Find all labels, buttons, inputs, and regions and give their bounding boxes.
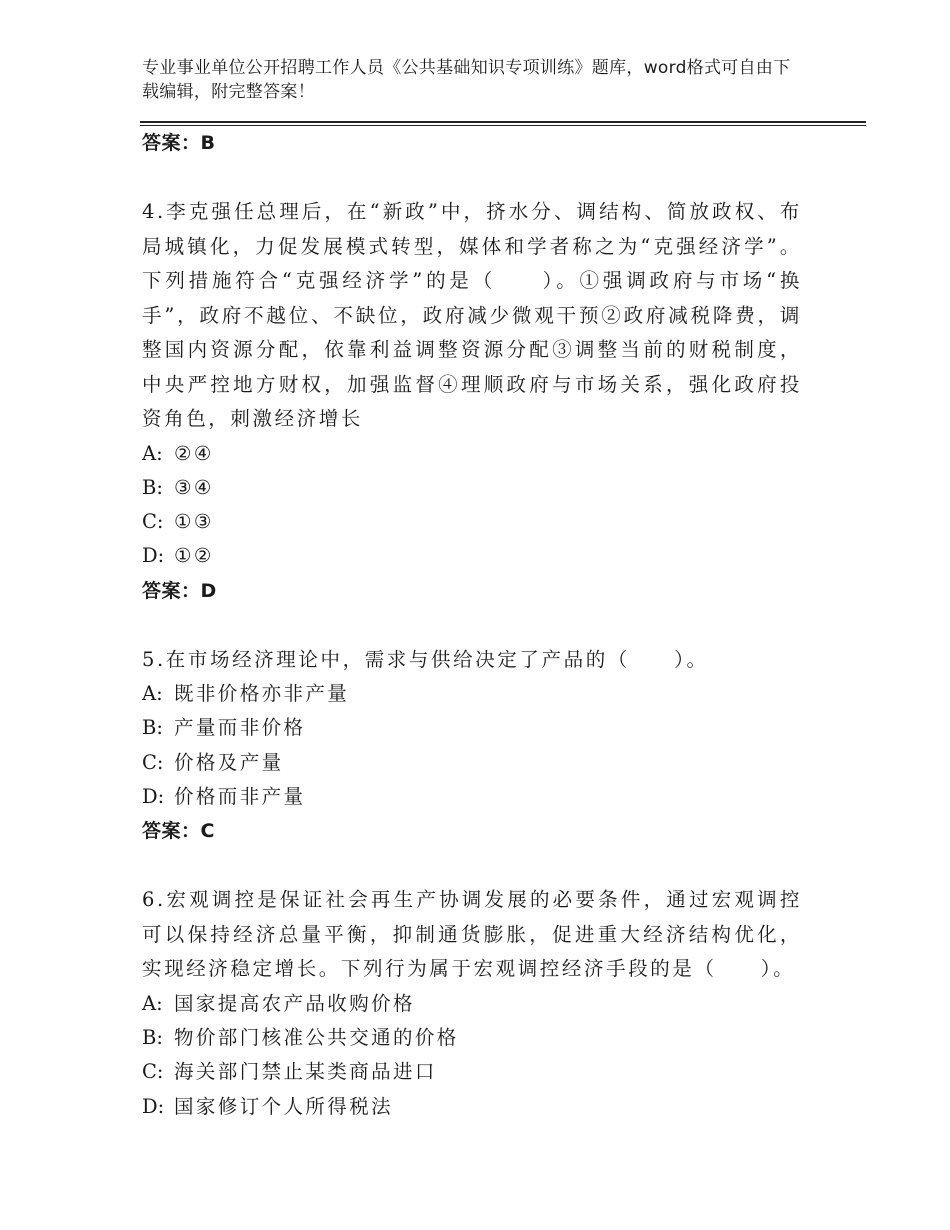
answer-q4: 答案：D	[142, 579, 217, 602]
option-letter: C:	[142, 510, 164, 534]
option-6-d	[142, 1090, 802, 1124]
option-6-c	[142, 1055, 802, 1089]
option-text: ①③	[174, 510, 214, 534]
option-5-b	[142, 711, 802, 745]
option-letter: B:	[142, 716, 163, 740]
question-text-5: 5.在市场经济理论中，需求与供给决定了产品的（ ）。	[142, 647, 709, 671]
option-text: ③④	[174, 475, 214, 499]
answer-q3: 答案：B	[142, 132, 216, 154]
option-letter: D:	[142, 1094, 165, 1118]
document-content	[142, 126, 802, 1124]
option-5-a	[142, 677, 802, 711]
page-header: 专业事业单位公开招聘工作人员《公共基础知识专项训练》题库，word格式可自由下载编辑，附完整答案！	[142, 58, 791, 102]
option-letter: C:	[142, 1060, 164, 1084]
option-letter: A:	[142, 682, 163, 706]
option-text: 物价部门核准公共交通的价格	[174, 1026, 459, 1050]
option-letter: A:	[142, 441, 163, 465]
option-text: 国家提高农产品收购价格	[174, 991, 415, 1015]
option-4-b	[142, 471, 802, 505]
option-text: 产量而非价格	[174, 716, 306, 740]
option-6-a	[142, 987, 802, 1021]
option-letter: B:	[142, 1026, 163, 1050]
option-letter: A:	[142, 991, 163, 1015]
question-text-6: 6.宏观调控是保证社会再生产协调发展的必要条件，通过宏观调控可以保持经济总量平衡，抑制通货膨胀，促进重大经济结构优化，实现经济稳定增长。下列行为属于宏观调控经济手段的是（ ）。	[142, 888, 802, 981]
option-text: 国家修订个人所得税法	[174, 1094, 394, 1118]
option-5-d	[142, 780, 802, 814]
option-6-b	[142, 1021, 802, 1055]
option-5-c	[142, 746, 802, 780]
option-text: 价格而非产量	[174, 785, 306, 809]
header-rule-thick	[140, 121, 866, 123]
question-text-4: 4.李克强任总理后，在“新政”中，挤水分、调结构、简放政权、布局城镇化，力促发展模式转型，媒体和学者称之为“克强经济学”。下列措施符合“克强经济学”的是（ ）。①强调政府与市场“换手”，政府不越位、不缺位，政府减少微观干预②政府减税降费，调整国内资源分配，依靠利益调整资源分配③调整当前的财税制度，中央严控地方财权，加强监督④理顺政府与市场关系，强化政府投资角色，刺激经济增长	[142, 200, 802, 430]
option-letter: C:	[142, 750, 164, 774]
option-text: 海关部门禁止某类商品进口	[174, 1060, 437, 1084]
option-4-c	[142, 505, 802, 539]
option-text: ②④	[174, 441, 214, 465]
option-letter: B:	[142, 475, 163, 499]
option-4-d	[142, 539, 802, 573]
option-text: 价格及产量	[174, 750, 284, 774]
question-block-4	[142, 195, 802, 608]
option-letter: D:	[142, 544, 165, 568]
question-block-6	[142, 883, 802, 1124]
answer-q5: 答案：C	[142, 820, 215, 843]
option-4-a	[142, 437, 802, 471]
option-letter: D:	[142, 785, 165, 809]
option-text: 既非价格亦非产量	[174, 682, 350, 706]
option-text: ①②	[174, 544, 214, 568]
question-block-5	[142, 643, 802, 849]
